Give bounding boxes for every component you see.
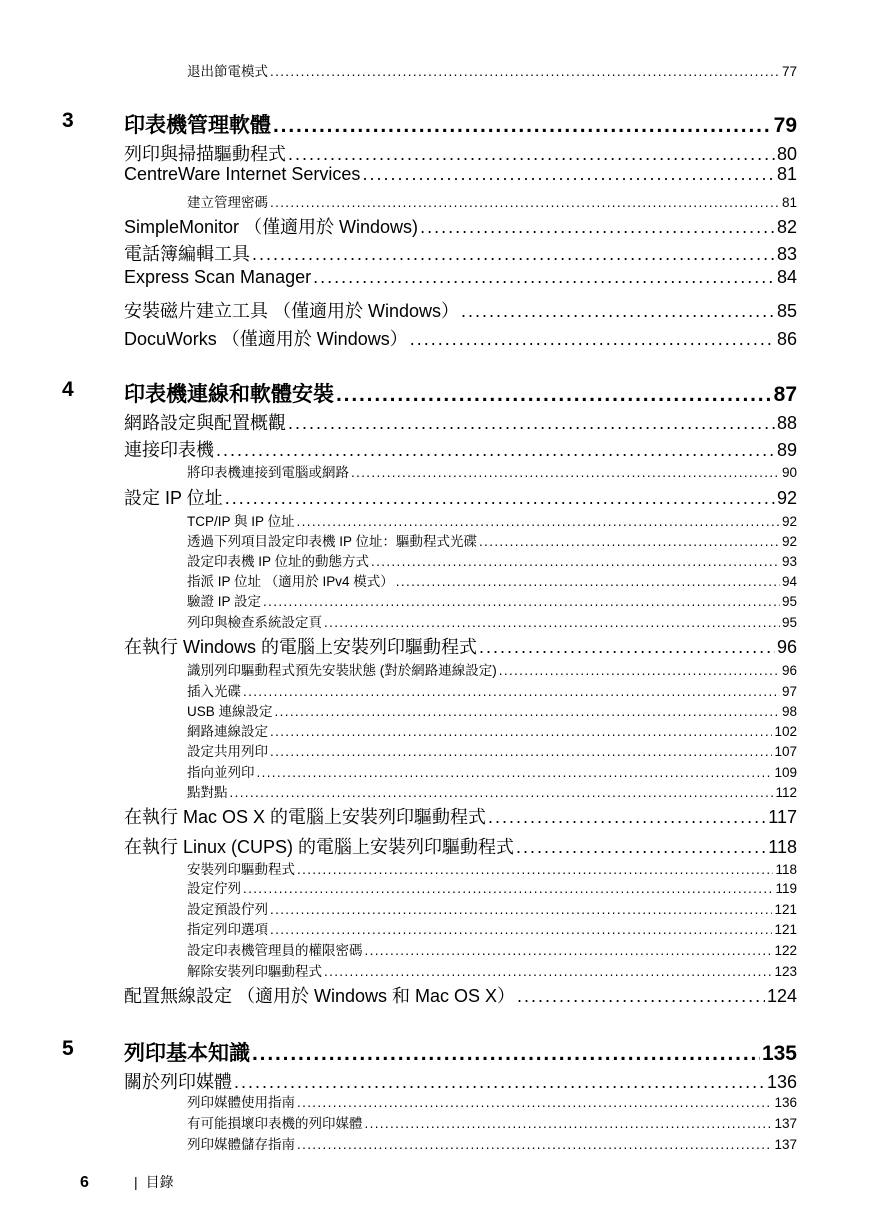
chapter-number: 4 [62, 378, 74, 401]
toc-entry-page: 112 [775, 785, 797, 800]
toc-entry-sub[interactable] [187, 877, 797, 897]
toc-entry-page: 135 [761, 1042, 797, 1065]
toc-entry-title: 建立管理密碼 [187, 195, 268, 210]
toc-entry-page: 123 [774, 964, 797, 979]
toc-entry-page: 121 [774, 902, 797, 917]
dot-leader [479, 534, 780, 549]
toc-entry-sub[interactable] [187, 570, 797, 590]
toc-entry-page: 88 [776, 413, 797, 433]
toc-entry-title: 列印媒體儲存指南 [187, 1137, 295, 1152]
toc-entry-title: 網路連線設定 [187, 724, 268, 739]
toc-entry-title: 印表機連線和軟體安裝 [124, 383, 334, 406]
toc-entry-page: 107 [774, 744, 797, 759]
toc-entry-title: 配置無線設定 （適用於 Windows 和 Mac OS X） [124, 986, 516, 1006]
dot-leader [499, 663, 780, 678]
toc-entry-title: 列印基本知識 [124, 1042, 250, 1065]
toc-entry-sub[interactable] [187, 590, 797, 610]
toc-entry-page: 86 [776, 329, 797, 349]
toc-entry-title: 指定列印選項 [187, 922, 268, 937]
toc-entry-title: 插入光碟 [187, 684, 241, 699]
dot-leader [516, 837, 766, 858]
toc-entry-page: 122 [774, 943, 797, 958]
toc-entry-sub[interactable] [187, 960, 797, 980]
toc-entry-title: 電話簿編輯工具 [124, 244, 250, 264]
dot-leader [270, 922, 772, 937]
toc-entry-title: 將印表機連接到電腦或網路 [187, 465, 349, 480]
toc-entry-title: TCP/IP 與 IP 位址 [187, 514, 295, 529]
toc-entry-page: 87 [773, 383, 797, 406]
dot-leader [297, 1137, 772, 1152]
dot-leader [324, 615, 780, 630]
toc-entry-sub[interactable] [187, 761, 797, 781]
toc-entry-sub[interactable] [187, 939, 797, 959]
toc-entry-title: 列印媒體使用指南 [187, 1095, 295, 1110]
toc-entry-page: 93 [781, 554, 797, 569]
toc-entry-page: 96 [781, 663, 797, 678]
toc-entry-title: 列印與掃描驅動程式 [124, 144, 286, 164]
toc-entry-page: 95 [781, 615, 797, 630]
toc-entry-title: 指向並列印 [187, 765, 255, 780]
toc-entry-title: 設定印表機管理員的權限密碼 [187, 943, 363, 958]
toc-entry-page: 80 [776, 144, 797, 164]
dot-leader [263, 594, 780, 609]
chapter-number: 5 [62, 1037, 74, 1060]
dot-leader [288, 413, 775, 434]
dot-leader [479, 637, 775, 658]
toc-entry-title: 設定 IP 位址 [124, 488, 223, 508]
footer-separator: | [134, 1174, 138, 1190]
toc-entry-page: 124 [766, 986, 797, 1006]
toc-entry-page: 90 [781, 465, 797, 480]
toc-entry-sub[interactable] [187, 60, 797, 80]
toc-entry-section[interactable] [124, 436, 797, 462]
dot-leader [252, 244, 775, 265]
dot-leader [313, 267, 775, 288]
toc-entry-sub[interactable] [187, 659, 797, 679]
toc-entry-page: 95 [781, 594, 797, 609]
toc-entry-title: 點對點 [187, 785, 228, 800]
dot-leader [488, 807, 766, 828]
toc-entry-page: 136 [774, 1095, 797, 1110]
toc-entry-page: 85 [776, 301, 797, 321]
toc-entry-page: 92 [781, 514, 797, 529]
dot-leader [365, 943, 773, 958]
dot-leader [270, 724, 772, 739]
toc-entry-section[interactable] [124, 213, 797, 239]
toc-entry-section[interactable] [124, 164, 797, 185]
toc-entry-sub[interactable] [187, 898, 797, 918]
toc-entry-section[interactable] [124, 240, 797, 266]
toc-entry-page: 137 [774, 1137, 797, 1152]
toc-entry-sub[interactable] [187, 700, 797, 720]
toc-entry-page: 92 [776, 488, 797, 508]
toc-entry-chapter[interactable] [62, 109, 797, 139]
toc-entry-section[interactable] [124, 267, 797, 288]
toc-entry-title: 關於列印媒體 [124, 1072, 232, 1092]
dot-leader [351, 465, 780, 480]
toc-entry-title: 在執行 Mac OS X 的電腦上安裝列印驅動程式 [124, 807, 487, 827]
toc-entry-section[interactable] [124, 833, 797, 859]
toc-entry-sub[interactable] [187, 740, 797, 760]
toc-entry-page: 94 [781, 574, 797, 589]
footer-label: 目錄 [145, 1174, 174, 1190]
toc-entry-sub[interactable] [187, 858, 797, 878]
toc-entry-page: 137 [774, 1116, 797, 1131]
toc-entry-page: 117 [768, 807, 797, 827]
toc-entry-title: 識別列印驅動程式預先安裝狀態 (對於網路連線設定) [187, 663, 497, 678]
dot-leader [273, 114, 772, 138]
toc-entry-title: SimpleMonitor （僅適用於 Windows) [124, 217, 419, 237]
toc-entry-page: 118 [768, 837, 797, 857]
dot-leader [410, 329, 775, 350]
toc-entry-page: 136 [766, 1072, 797, 1092]
dot-leader [257, 765, 773, 780]
toc-entry-chapter[interactable] [62, 1037, 797, 1067]
dot-leader [420, 217, 775, 238]
toc-entry-title: CentreWare Internet Services [124, 164, 361, 184]
toc-entry-page: 121 [774, 922, 797, 937]
dot-leader [297, 514, 780, 529]
dot-leader [297, 1095, 772, 1110]
toc-entry-title: USB 連線設定 [187, 704, 273, 719]
dot-leader [225, 488, 775, 509]
toc-entry-section[interactable] [124, 803, 797, 829]
dot-leader [270, 902, 772, 917]
toc-entry-page: 97 [781, 684, 797, 699]
toc-entry-page: 83 [776, 244, 797, 264]
toc-entry-sub[interactable] [187, 1133, 797, 1153]
dot-leader [230, 785, 774, 800]
toc-entry-page: 92 [781, 534, 797, 549]
dot-leader [234, 1072, 765, 1093]
dot-leader [324, 964, 772, 979]
toc-entry-sub[interactable] [187, 680, 797, 700]
toc-entry-title: 透過下列項目設定印表機 IP 位址：驅動程式光碟 [187, 534, 478, 549]
toc-entry-section[interactable] [124, 297, 797, 323]
dot-leader [336, 383, 772, 407]
toc-entry-page: 118 [775, 862, 797, 877]
toc-entry-section[interactable] [124, 484, 797, 510]
toc-entry-page: 84 [776, 267, 797, 287]
dot-leader [517, 986, 765, 1007]
toc-entry-title: 設定共用列印 [187, 744, 268, 759]
toc-entry-page: 102 [774, 724, 797, 739]
toc-entry-page: 119 [775, 881, 797, 896]
dot-leader [461, 301, 775, 322]
toc-entry-title: DocuWorks （僅適用於 Windows） [124, 329, 408, 349]
dot-leader [275, 704, 780, 719]
toc-entry-page: 98 [781, 704, 797, 719]
toc-entry-sub[interactable] [187, 781, 797, 801]
toc-entry-chapter[interactable] [62, 378, 797, 408]
toc-entry-title: 退出節電模式 [187, 64, 268, 79]
toc-entry-title: 在執行 Linux (CUPS) 的電腦上安裝列印驅動程式 [124, 837, 515, 857]
toc-entry-title: Express Scan Manager [124, 267, 312, 287]
dot-leader [362, 164, 775, 185]
toc-entry-title: 安裝磁片建立工具 （僅適用於 Windows） [124, 301, 460, 321]
toc-entry-sub[interactable] [187, 191, 797, 211]
dot-leader [243, 684, 780, 699]
dot-leader [243, 881, 773, 896]
dot-leader [371, 554, 780, 569]
toc-entry-page: 77 [781, 64, 797, 79]
dot-leader [297, 862, 773, 877]
toc-entry-sub[interactable] [187, 550, 797, 570]
toc-entry-title: 指派 IP 位址 （適用於 IPv4 模式） [187, 574, 394, 589]
toc-entry-sub[interactable] [187, 1112, 797, 1132]
toc-entry-title: 設定印表機 IP 位址的動態方式 [187, 554, 370, 569]
toc-entry-title: 網路設定與配置概觀 [124, 413, 286, 433]
toc-entry-title: 設定預設佇列 [187, 902, 268, 917]
toc-entry-title: 設定佇列 [187, 881, 241, 896]
toc-entry-sub[interactable] [187, 530, 797, 550]
toc-entry-page: 81 [781, 195, 797, 210]
toc-entry-sub[interactable] [187, 510, 797, 530]
toc-entry-sub[interactable] [187, 918, 797, 938]
toc-entry-section[interactable] [124, 633, 797, 659]
toc-entry-page: 82 [776, 217, 797, 237]
dot-leader [216, 440, 775, 461]
toc-entry-page: 96 [776, 637, 797, 657]
dot-leader [270, 744, 772, 759]
toc-entry-page: 89 [776, 440, 797, 460]
toc-entry-section[interactable] [124, 325, 797, 351]
toc-entry-title: 解除安裝列印驅動程式 [187, 964, 322, 979]
toc-entry-section[interactable] [124, 409, 797, 435]
dot-leader [270, 64, 780, 79]
dot-leader [365, 1116, 773, 1131]
dot-leader [396, 574, 780, 589]
toc-entry-sub[interactable] [187, 611, 797, 631]
toc-entry-sub[interactable] [187, 720, 797, 740]
toc-entry-title: 印表機管理軟體 [124, 114, 271, 137]
toc-entry-section[interactable] [124, 140, 797, 166]
toc-entry-sub[interactable] [187, 1091, 797, 1111]
toc-entry-title: 連接印表機 [124, 440, 214, 460]
toc-entry-page: 79 [773, 114, 797, 137]
toc-entry-title: 驗證 IP 設定 [187, 594, 262, 609]
dot-leader [270, 195, 780, 210]
chapter-number: 3 [62, 109, 74, 132]
page-number: 6 [80, 1174, 89, 1191]
toc-entry-title: 列印與檢查系統設定頁 [187, 615, 322, 630]
page-footer [80, 1172, 174, 1192]
toc-entry-title: 在執行 Windows 的電腦上安裝列印驅動程式 [124, 637, 478, 657]
toc-entry-page: 109 [774, 765, 797, 780]
toc-entry-title: 有可能損壞印表機的列印媒體 [187, 1116, 363, 1131]
toc-entry-page: 81 [776, 164, 797, 184]
dot-leader [288, 144, 775, 165]
toc-entry-section[interactable] [124, 982, 797, 1008]
toc-entry-sub[interactable] [187, 461, 797, 481]
toc-entry-title: 安裝列印驅動程式 [187, 862, 295, 877]
dot-leader [252, 1042, 760, 1066]
